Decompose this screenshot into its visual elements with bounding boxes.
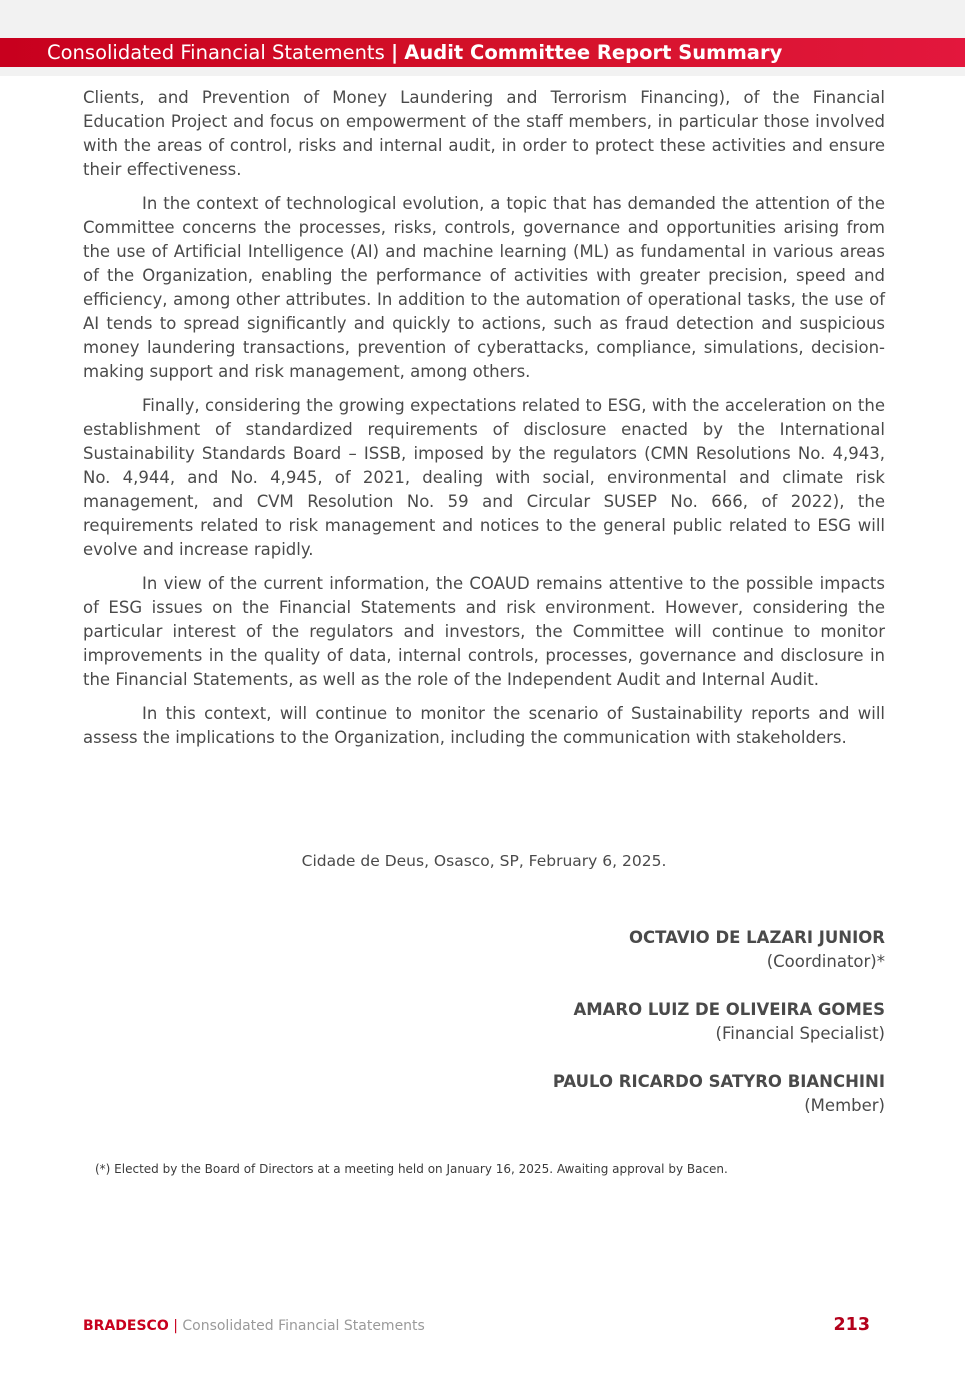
signatory-name: PAULO RICARDO SATYRO BIANCHINI [552,1072,885,1091]
page-header [47,38,782,67]
signatory-name: OCTAVIO DE LAZARI JUNIOR [629,928,885,947]
page-number: 213 [833,1315,870,1335]
body-paragraph: In the context of technological evolution, a topic that has demanded the attention of the Committee concerns the processes, risks, controls, governance and opportunities arising from the use of Artificial Intelligence (AI) and machine learning (ML) as fundamental in various areas of the Organization, enabling the performance of activities with greater precision, speed and efficiency, among other attributes. In addition to the automation of operational tasks, the use of AI tends to spread significantly and quickly to actions, such as fraud detection and suspicious money laundering transactions, prevention of cyberattacks, compliance, simulations, decision-making support and risk management, among others. [83,194,885,381]
footnote: (*) Elected by the Board of Directors at a meeting held on January 16, 2025. Awaiting approval by Bacen. [95,1162,728,1176]
page-header-band [0,38,965,67]
signature-block [385,998,885,1046]
signatory-name: AMARO LUIZ DE OLIVEIRA GOMES [573,1000,885,1019]
report-body [83,86,885,760]
header-underline [0,67,965,76]
signatory-role: (Coordinator)* [766,952,885,971]
footer-separator: | [173,1318,178,1334]
signature-block [385,1070,885,1118]
header-subtitle: Audit Committee Report Summary [404,41,783,64]
signatory-role: (Financial Specialist) [715,1024,885,1043]
footer-brand: BRADESCO [83,1318,169,1334]
body-paragraph: In this context, will continue to monitor the scenario of Sustainability reports and will assess the implications to the Organization, including the communication with stakeholders. [83,704,885,747]
body-paragraph: Clients, and Prevention of Money Laundering and Terrorism Financing), of the Financial Education Project and focus on empowerment of the staff members, in particular those involved with the areas of control, risks and internal audit, in order to protect these activities and ensure their effectiveness. [83,88,885,179]
header-title: Consolidated Financial Statements [47,41,385,64]
place-and-date: Cidade de Deus, Osasco, SP, February 6, 2025. [301,852,667,870]
page-footer [83,1316,425,1336]
body-paragraph: Finally, considering the growing expectations related to ESG, with the acceleration on the establishment of standardized requirements of disclosure enacted by the International Sustainability Standards Board – ISSB, imposed by the regulators (CMN Resolutions No. 4,943, No. 4,944, and No. 4,945, of 2021, dealing with social, environmental and climate risk management, and CVM Resolution No. 59 and Circular SUSEP No. 666, of 2022), the requirements related to risk management and notices to the general public related to ESG will evolve and increase rapidly. [83,396,885,559]
signature-block [385,926,885,974]
signatory-role: (Member) [804,1096,885,1115]
top-margin-strip [0,0,965,38]
body-paragraph: In view of the current information, the COAUD remains attentive to the possible impacts of ESG issues on the Financial Statements and risk environment. However, considering the particular interest of the regulators and investors, the Committee will continue to monitor improvements in the quality of data, internal controls, processes, governance and disclosure in the Financial Statements, as well as the role of the Independent Audit and Internal Audit. [83,574,885,689]
header-separator: | [390,41,399,64]
footer-document-title: Consolidated Financial Statements [182,1318,425,1334]
